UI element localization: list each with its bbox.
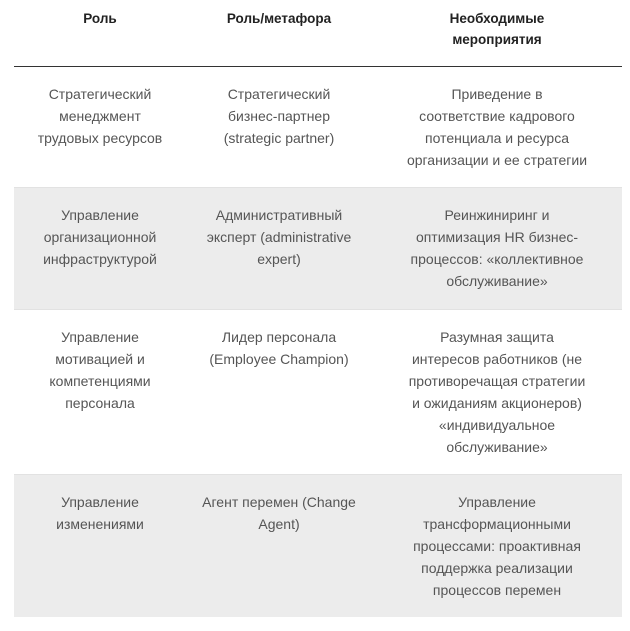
- cell-role: Управление организационной инфраструктурой: [14, 188, 186, 310]
- cell-actions: Реинжиниринг и оптимизация HR бизнес- процессов: «коллективное обслуживание»: [372, 188, 622, 310]
- cell-role: Стратегический менеджмент трудовых ресурсов: [14, 67, 186, 188]
- table-row: [14, 475, 622, 618]
- hr-roles-table: [14, 0, 622, 617]
- table-row: [14, 67, 622, 188]
- cell-metaphor: Стратегический бизнес-партнер (strategic partner): [186, 67, 372, 188]
- cell-metaphor: Лидер персонала (Employee Champion): [186, 310, 372, 475]
- cell-actions: Приведение в соответствие кадрового потенциала и ресурса организации и ее стратегии: [372, 67, 622, 188]
- header-row: [14, 0, 622, 67]
- cell-actions: Разумная защита интересов работников (не противоречащая стратегии и ожиданиям акционеров) «индивидуальное обслуживание»: [372, 310, 622, 475]
- cell-metaphor: Административный эксперт (administrative expert): [186, 188, 372, 310]
- hr-roles-table-container: [14, 0, 622, 617]
- header-required-actions: Необходимые мероприятия: [372, 0, 622, 67]
- cell-metaphor: Агент перемен (Change Agent): [186, 475, 372, 618]
- cell-role: Управление изменениями: [14, 475, 186, 618]
- header-role-metaphor: Роль/метафора: [186, 0, 372, 67]
- table-row: [14, 188, 622, 310]
- table-header: [14, 0, 622, 67]
- cell-role: Управление мотивацией и компетенциями персонала: [14, 310, 186, 475]
- cell-actions: Управление трансформационными процессами: проактивная поддержка реализации процессов перемен: [372, 475, 622, 618]
- table-row: [14, 310, 622, 475]
- header-role: Роль: [14, 0, 186, 67]
- table-body: [14, 67, 622, 618]
